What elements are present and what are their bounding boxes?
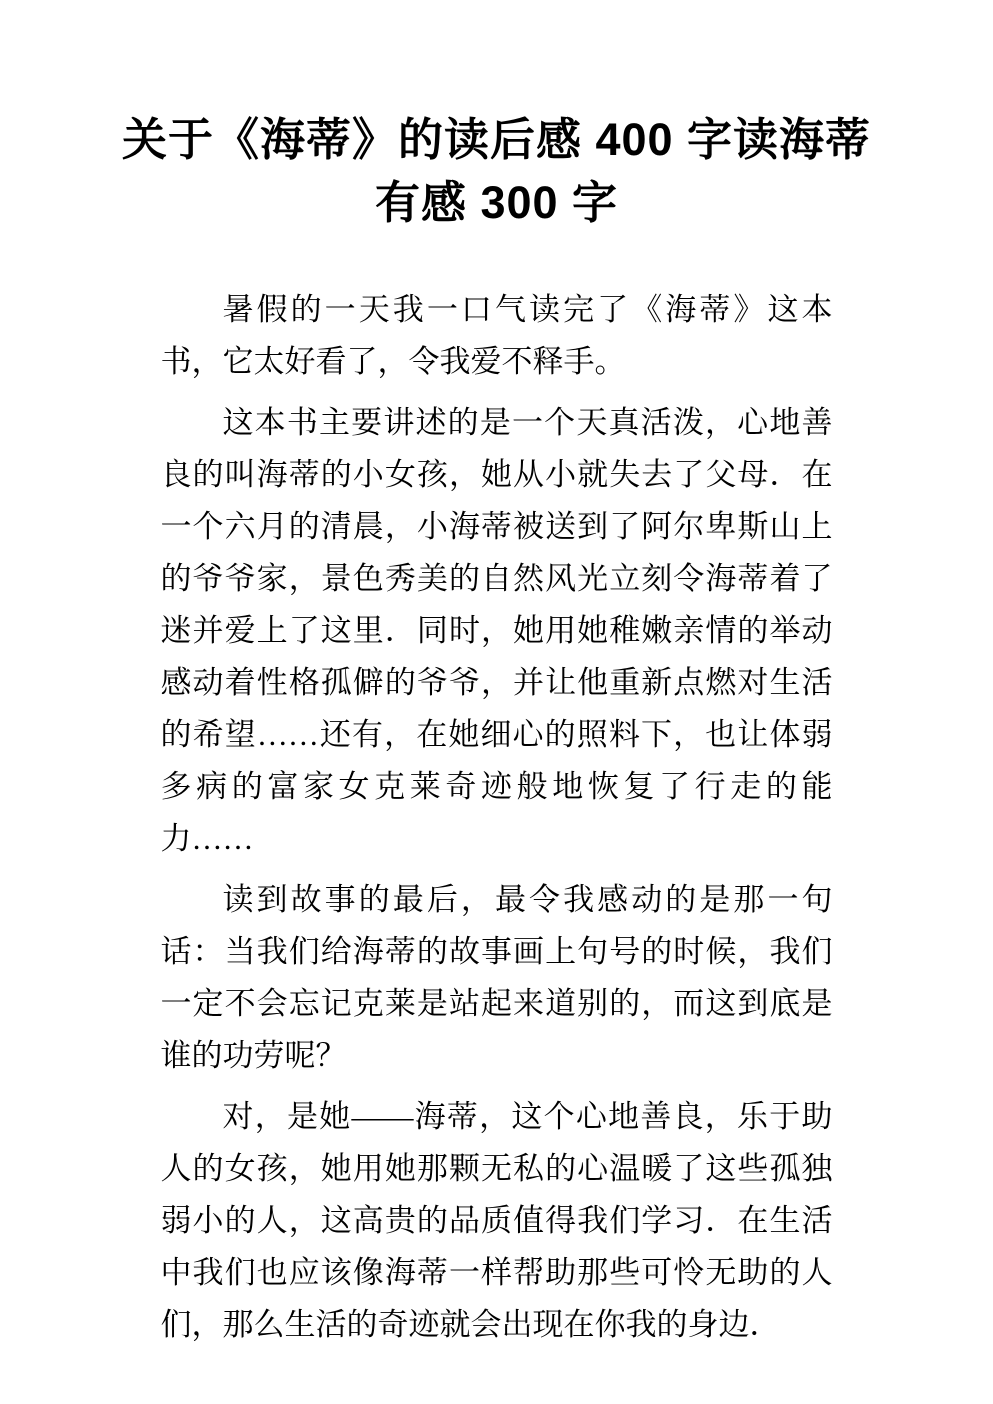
body-paragraph: 这本书主要讲述的是一个天真活泼，心地善良的叫海蒂的小女孩，她从小就失去了父母．在一个六月的清晨，小海蒂被送到了阿尔卑斯山上的爷爷家，景色秀美的自然风光立刻令海蒂着了迷并爱上了这里．同时，她用她稚嫩亲情的举动感动着性格孤僻的爷爷，并让他重新点燃对生活的希望……还有，在她细心的照料下，也让体弱多病的富家女克莱奇迹般地恢复了行走的能力…… xyxy=(160,405,833,856)
document-title-line-1: 关于《海蒂》的读后感 400 字读海蒂 xyxy=(121,114,872,165)
body-paragraph: 读到故事的最后，最令我感动的是那一句话：当我们给海蒂的故事画上句号的时候，我们一定不会忘记克莱是站起来道别的，而这到底是谁的功劳呢？ xyxy=(160,882,833,1073)
document-title-line-2: 有感 300 字 xyxy=(374,177,619,228)
body-paragraph: 对，是她——海蒂，这个心地善良，乐于助人的女孩，她用她那颗无私的心温暖了这些孤独弱小的人，这高贵的品质值得我们学习．在生活中我们也应该像海蒂一样帮助那些可怜无助的人们，那么生活的奇迹就会出现在你我的身边． xyxy=(160,1099,833,1342)
body-paragraph: 暑假的一天我一口气读完了《海蒂》这本书，它太好看了，令我爱不释手。 xyxy=(160,292,833,379)
document-title xyxy=(0,0,993,234)
document-body xyxy=(161,284,833,1351)
